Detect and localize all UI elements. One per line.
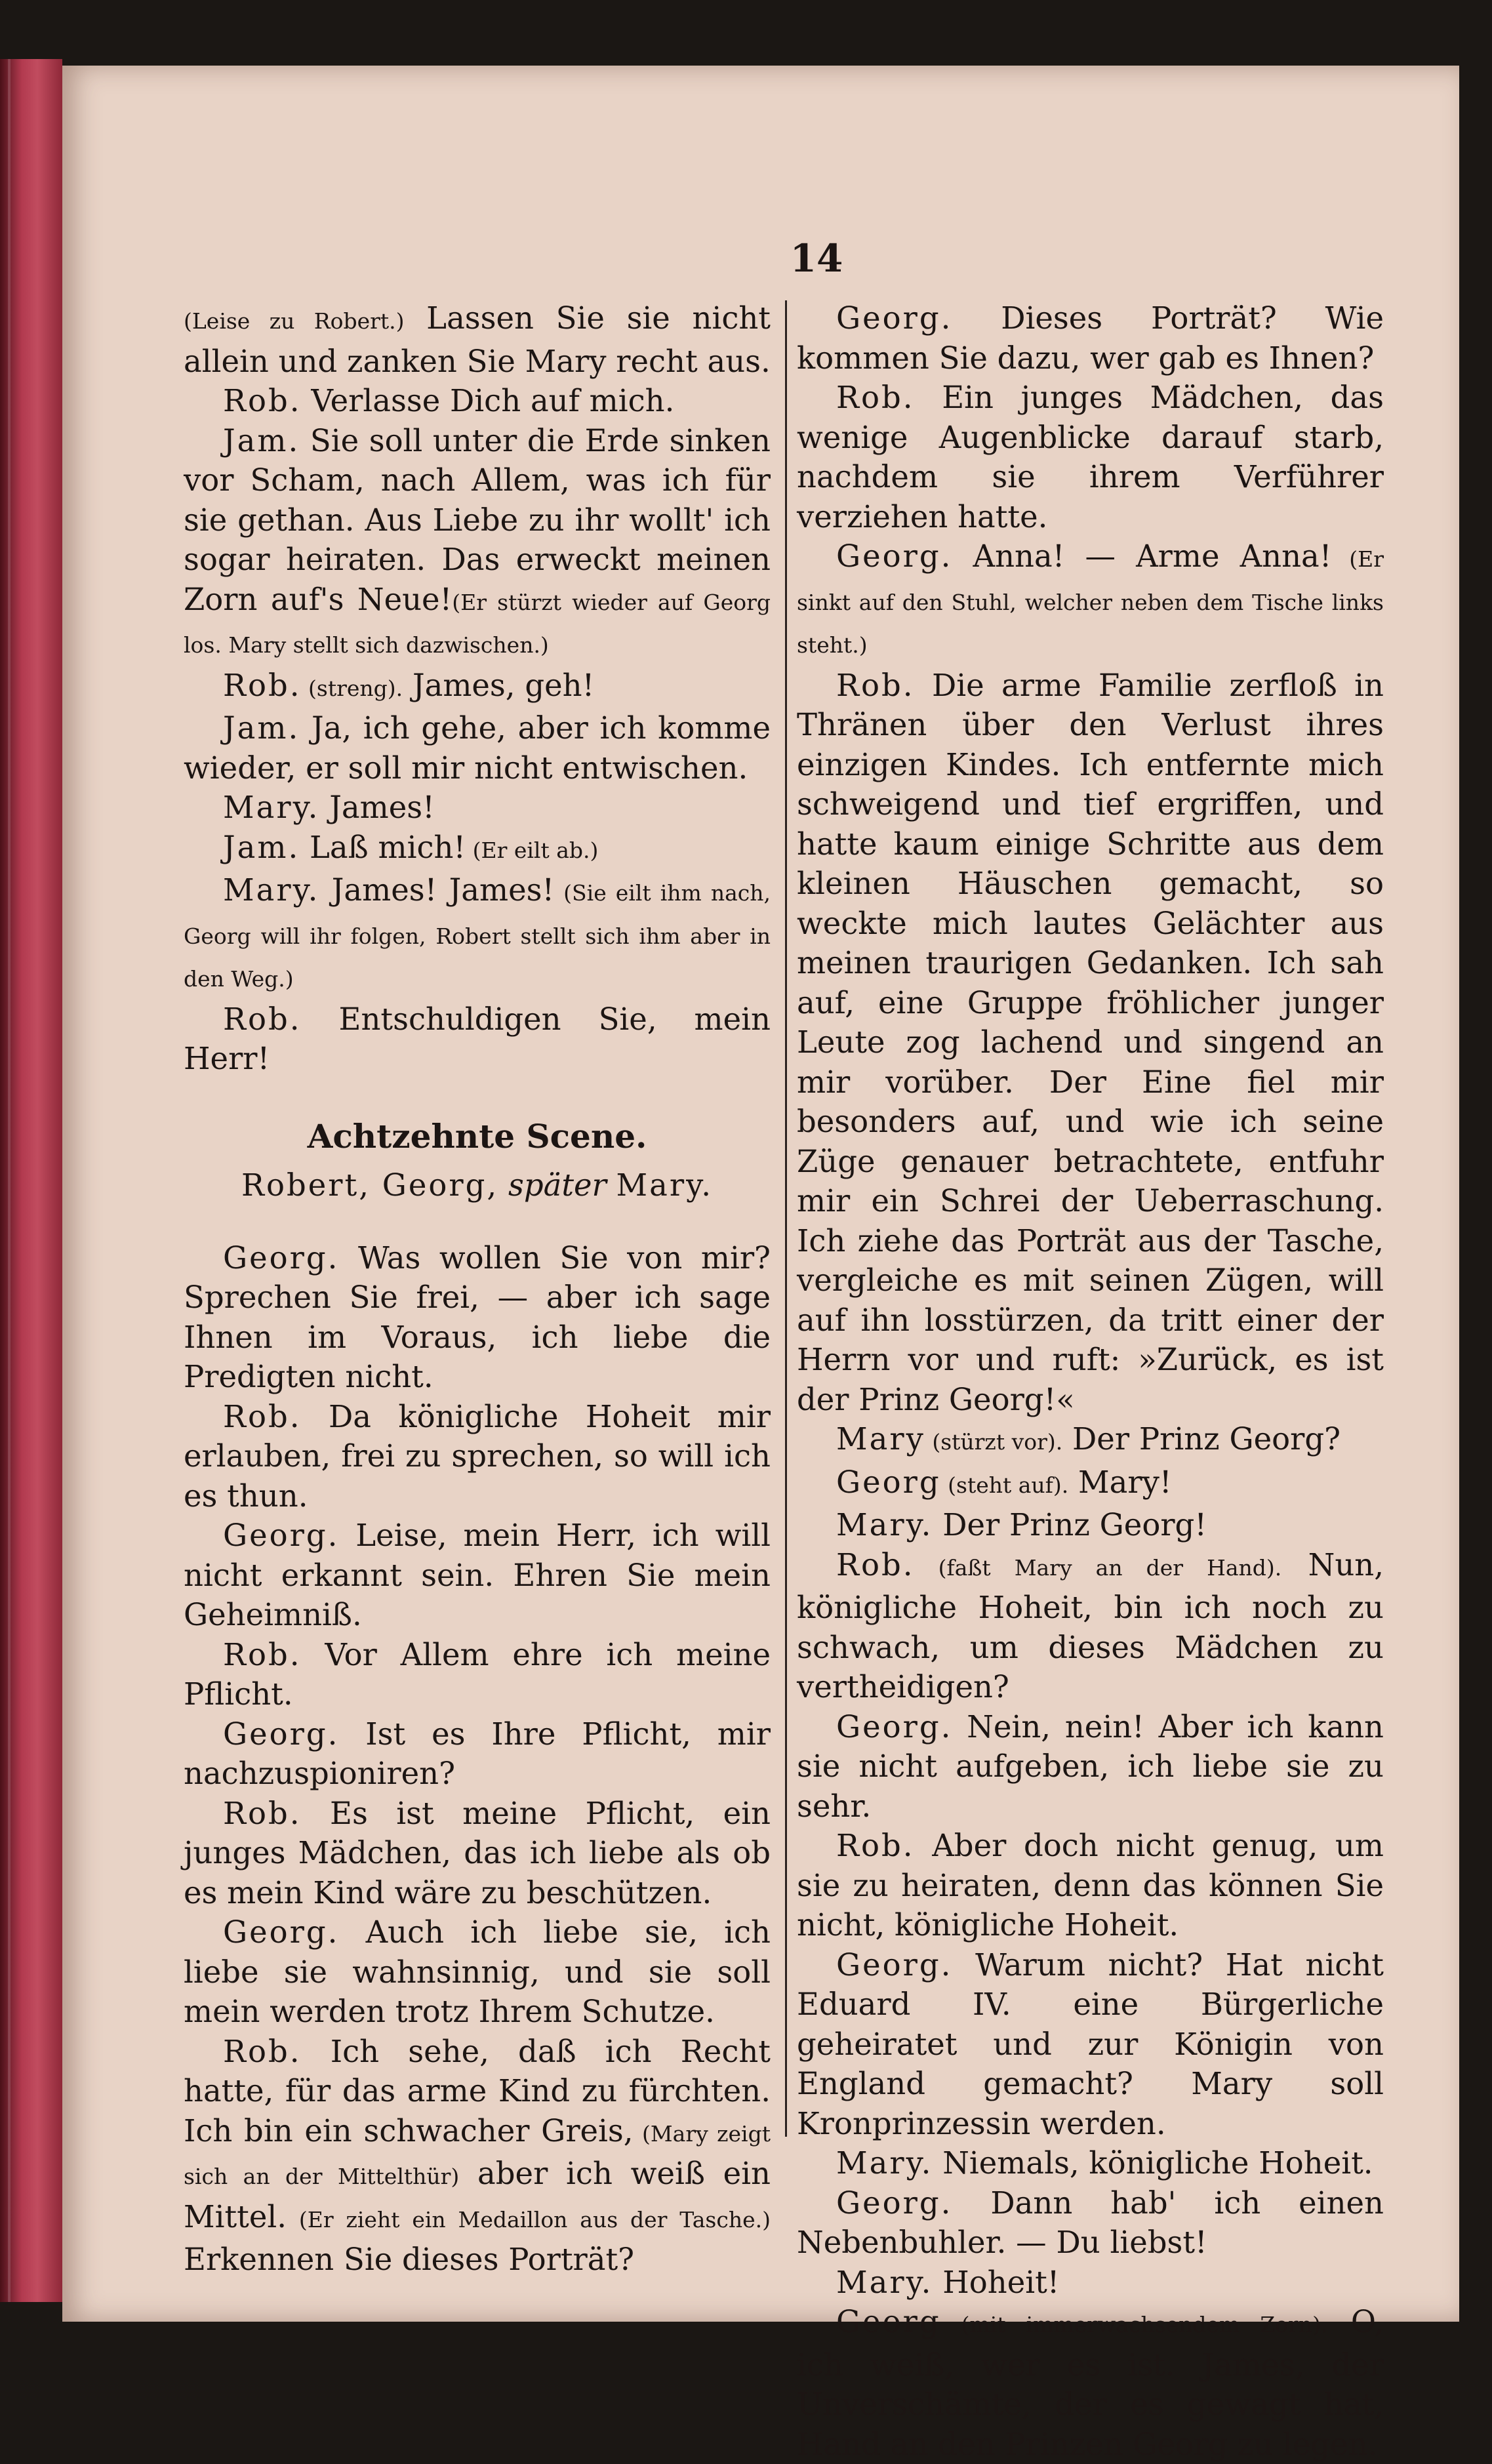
paragraph	[797, 2183, 1384, 2263]
paragraph	[184, 298, 771, 381]
dialogue-text: James!	[319, 790, 435, 825]
dialogue-text: Mary!	[1068, 1464, 1172, 1500]
dialogue-text: James! James!	[319, 872, 555, 908]
dialogue-text: Warum nicht? Hat nicht Eduard IV. eine Bürgerliche geheiratet und zur Königin von England gemacht? Mary soll Kronprinzessin werden.	[797, 1947, 1384, 2141]
speaker: Georg.	[223, 1240, 340, 1276]
stage-direction: (Er stürzt wieder auf Georg los. Mary stellt sich dazwischen.)	[184, 589, 771, 658]
dialogue-text: aber ich weiß ein Mittel.	[184, 2156, 771, 2234]
dialogue-text: Hoheit!	[933, 2264, 1060, 2300]
speaker: Mary.	[836, 2145, 933, 2181]
paragraph	[184, 708, 771, 788]
paragraph	[797, 1505, 1384, 1545]
dialogue-text: Was wollen Sie von mir? Sprechen Sie frei, — aber ich sage Ihnen im Voraus, ich liebe die Predigten nicht.	[184, 1240, 771, 1394]
paragraph	[797, 378, 1384, 536]
dialogue-text: Lassen Sie sie nicht allein und zanken Sie Mary recht aus.	[184, 300, 771, 379]
paragraph	[797, 2263, 1384, 2303]
speaker: Rob.	[836, 1546, 915, 1583]
stage-direction: (streng).	[301, 675, 403, 701]
paragraph	[797, 1826, 1384, 1945]
speaker: Georg.	[223, 1518, 340, 1553]
dialogue-text: Laß mich!	[300, 829, 466, 865]
paragraph	[797, 298, 1384, 378]
stage-direction: (stürzt vor).	[925, 1429, 1063, 1455]
speaker: Rob.	[223, 1795, 302, 1831]
paragraph	[797, 2143, 1384, 2183]
speaker: Rob.	[223, 1001, 302, 1037]
paragraph	[184, 1516, 771, 1635]
speaker: Georg.	[836, 2185, 953, 2221]
paragraph	[797, 1707, 1384, 1827]
paragraph	[797, 1945, 1384, 2144]
column-divider	[785, 300, 787, 2137]
speaker: Rob.	[223, 667, 302, 703]
right-column	[797, 298, 1384, 2464]
dialogue-text: Entschuldigen Sie, mein Herr!	[184, 1001, 771, 1076]
stage-direction: (mit immerwachsendem Zorn).	[940, 2312, 1328, 2337]
dialogue-text: Erkennen Sie dieses Porträt?	[184, 2242, 635, 2277]
dialogue-text: Leise, mein Herr, ich will nicht erkannt sein. Ehren Sie mein Geheimniß.	[184, 1518, 771, 1632]
cast-names: Robert, Georg,	[241, 1167, 499, 1203]
dialogue-text: Verlasse Dich auf mich.	[301, 383, 675, 418]
dialogue-text: Ein junges Mädchen, das wenige Augenblicke darauf starb, nachdem sie ihrem Verführer verziehen hatte.	[797, 380, 1384, 535]
paragraph	[184, 1714, 771, 1794]
dialogue-text: Es ist meine Pflicht, ein junges Mädchen, das ich liebe als ob es mein Kind wäre zu beschützen.	[184, 1795, 771, 1910]
dialogue-text: O, ich weiß, wer es ist. James, der Unverschämte, der es gewagt hat, Hand an den Prinzen Georg zu legen.	[797, 2304, 1384, 2462]
page-number: 14	[790, 236, 843, 281]
speaker: Georg.	[836, 1708, 953, 1745]
speaker: Jam.	[223, 829, 300, 865]
paragraph	[184, 381, 771, 421]
speaker: Georg.	[223, 1914, 340, 1950]
paragraph	[184, 2032, 771, 2280]
dialogue-text: Der Prinz Georg?	[1062, 1421, 1341, 1457]
stage-direction: (faßt Mary an der Hand).	[914, 1554, 1282, 1581]
dialogue-text: Nun, königliche Hoheit, bin ich noch zu schwach, um dieses Mädchen zu vertheidigen?	[797, 1546, 1384, 1705]
paragraph	[184, 666, 771, 709]
paragraph	[184, 788, 771, 828]
cast-list	[184, 1165, 771, 1205]
speaker: Jam.	[223, 422, 300, 458]
stage-direction: (steht auf).	[940, 1472, 1069, 1498]
paragraph	[797, 1463, 1384, 1506]
scene-title: Achtzehnte Scene.	[307, 1116, 647, 1156]
dialogue-text: Auch ich liebe sie, ich liebe sie wahnsinnig, und sie soll mein werden trotz Ihrem Schutze.	[184, 1914, 771, 2029]
cast-connector: später	[498, 1167, 616, 1203]
dialogue-text: Sie soll unter die Erde sinken vor Scham, nach Allem, was ich für sie gethan. Aus Liebe zu ihr wollt' ich sogar heiraten. Das erweckt meinen Zorn auf's Neue!	[184, 422, 771, 617]
dialogue-text: Ist es Ihre Pflicht, mir nachzuspioniren?	[184, 1716, 771, 1791]
paragraph	[184, 1635, 771, 1714]
stage-direction: (Mary zeigt sich an der Mittelthür)	[184, 2120, 771, 2189]
book-edge	[0, 59, 62, 2302]
cast-names: Mary.	[616, 1167, 713, 1203]
dialogue-text: Niemals, königliche Hoheit.	[933, 2145, 1373, 2181]
speaker: Rob.	[223, 383, 302, 418]
speaker: Georg	[836, 1464, 941, 1500]
speaker: Georg.	[836, 300, 953, 336]
paragraph	[797, 666, 1384, 1420]
stage-direction: (Er eilt ab.)	[466, 837, 599, 863]
speaker: Rob.	[223, 1636, 302, 1672]
paragraph	[184, 870, 771, 1000]
speaker: Mary.	[223, 790, 320, 825]
paragraph	[184, 1000, 771, 1079]
paragraph	[797, 1545, 1384, 1707]
dialogue-text: James, geh!	[403, 667, 595, 703]
dialogue-text: Dieses Porträt? Wie kommen Sie dazu, wer gab es Ihnen?	[797, 300, 1384, 376]
paragraph	[184, 1794, 771, 1913]
speaker: Rob.	[836, 1828, 915, 1863]
dialogue-text: Der Prinz Georg!	[933, 1507, 1207, 1543]
stage-direction: (Er zieht ein Medaillon aus der Tasche.)	[287, 2206, 771, 2232]
paragraph	[184, 828, 771, 871]
speaker: Mary	[836, 1421, 925, 1457]
speaker: Mary.	[836, 2264, 933, 2300]
dialogue-text: Dann hab' ich einen Nebenbuhler. — Du liebst!	[797, 2185, 1384, 2260]
dialogue-text: Die arme Familie zerfloß in Thränen über den Verlust ihres einzigen Kindes. Ich entfernte mich schweigend und tief ergriffen, und hatte kaum einige Schritte aus dem kleinen Häuschen gemacht, so weckte mich lautes Gelächter aus meinen traurigen Gedanken. Ich sah auf, eine Gruppe fröhlicher junger Leute zog lachend und singend an mir vorüber. Der Eine fiel mir besonders auf, und wie ich seine Züge genauer betrachtete, entfuhr mir ein Schrei der Ueberraschung. Ich ziehe das Porträt aus der Tasche, vergleiche es mit seinen Zügen, will auf ihn losstürzen, da tritt einer der Herrn vor und ruft: »Zurück, es ist der Prinz Georg!«	[797, 667, 1384, 1417]
dialogue-text: Ja, ich gehe, aber ich komme wieder, er soll mir nicht entwischen.	[184, 710, 771, 786]
speaker: Mary.	[223, 872, 320, 908]
paragraph	[184, 1397, 771, 1516]
stage-direction: (Sie eilt ihm nach, Georg will ihr folgen, Robert stellt sich ihm aber in den Weg.)	[184, 880, 771, 992]
stage-direction: (Er sinkt auf den Stuhl, welcher neben dem Tische links steht.)	[797, 546, 1384, 658]
speaker: Rob.	[223, 1398, 302, 1434]
speaker: Georg	[836, 2304, 941, 2339]
dialogue-text: Da königliche Hoheit mir erlauben, frei zu sprechen, so will ich es thun.	[184, 1398, 771, 1514]
paragraph	[184, 421, 771, 666]
dialogue-text: Aber doch nicht genug, um sie zu heiraten, denn das können Sie nicht, königliche Hoheit.	[797, 1828, 1384, 1943]
speaker: Georg.	[836, 538, 953, 574]
paragraph	[184, 1238, 771, 1397]
dialogue-text: Nein, nein! Aber ich kann sie nicht aufgeben, ich liebe sie zu sehr.	[797, 1708, 1384, 1824]
speaker: Rob.	[836, 380, 915, 415]
paragraph	[797, 2302, 1384, 2464]
paragraph	[184, 1912, 771, 2032]
speaker: Georg.	[223, 1716, 340, 1752]
speaker: Rob.	[223, 2033, 302, 2069]
paragraph	[797, 536, 1384, 666]
dialogue-text: Anna! — Arme Anna!	[952, 538, 1332, 574]
stage-direction: (Leise zu Robert.)	[184, 308, 405, 334]
speaker: Georg.	[836, 1947, 953, 1983]
left-column	[184, 298, 771, 2280]
speaker: Mary.	[836, 1507, 933, 1543]
speaker: Jam.	[223, 710, 300, 746]
speaker: Rob.	[836, 667, 915, 703]
dialogue-text: Vor Allem ehre ich meine Pflicht.	[184, 1636, 771, 1712]
paragraph	[797, 1419, 1384, 1463]
dialogue-text: Ich sehe, daß ich Recht hatte, für das arme Kind zu fürchten. Ich bin ein schwacher Greis,	[184, 2033, 771, 2149]
